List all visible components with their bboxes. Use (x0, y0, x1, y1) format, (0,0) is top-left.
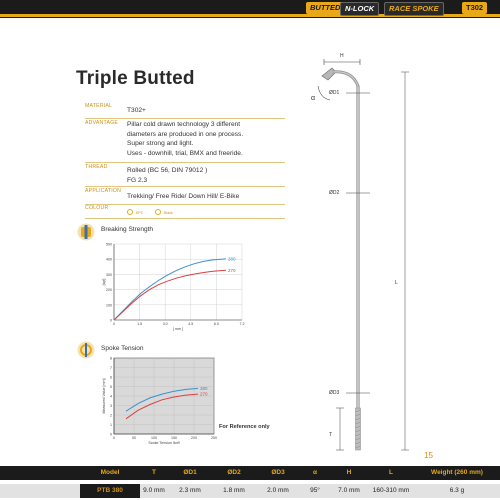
y-tick-label: 100 (106, 303, 112, 308)
x-tick-label: 0 (113, 436, 115, 440)
spec-value: Pillar cold drawn technology 3 different diameters are produced in one process. Super strong and light. Uses - downhill, trial, BMX and freeride. (127, 121, 244, 157)
spoke-tension-chart (98, 352, 222, 444)
spec-label: MATERIAL (85, 103, 113, 109)
label-d3: ØD3 (329, 390, 340, 396)
cell-d1: 2.3 mm (179, 487, 201, 494)
series-label-270: 270 (200, 391, 208, 397)
x-axis-label: [ mm ] (173, 327, 183, 331)
x-tick-label: 150 (171, 436, 177, 440)
strength-icon (77, 223, 95, 241)
badge-race-spoke: RACE SPOKE (384, 2, 444, 16)
x-axis-label: Spoke Tension [kgf] (148, 441, 180, 444)
spec-label: COLOUR (85, 205, 109, 211)
spec-row-application (85, 186, 285, 205)
spec-value: Rolled (BC 56, DIN 79012 ) FG 2.3 (127, 167, 208, 184)
series-label-380: 380 (228, 256, 236, 262)
badge-nlock: N-LOCK (340, 2, 379, 16)
header-d1: ØD1 (183, 469, 197, 476)
x-tick-label: 3.0 (162, 322, 168, 326)
spec-label: APPLICATION (85, 188, 122, 194)
spoke-head (322, 68, 336, 80)
spec-row-thread (85, 162, 285, 187)
page-title: Triple Butted (76, 68, 195, 89)
spec-row-colour (85, 204, 285, 219)
y-tick-label: 8 (110, 356, 112, 361)
spec-row-advantage (85, 118, 285, 163)
y-tick-label: 1 (110, 423, 112, 427)
label-d2: ØD2 (329, 190, 340, 196)
x-tick-label: 1.5 (137, 322, 143, 326)
header-alpha: α (313, 469, 317, 476)
breaking-strength-title: Breaking Strength (101, 226, 154, 233)
label-l: L (395, 280, 398, 286)
spec-value: Trekking/ Free Ride/ Down Hill/ E-Bike (127, 193, 240, 200)
tension-icon (77, 341, 95, 359)
colour-swatch-black (155, 209, 161, 215)
reference-note: For Reference only (219, 424, 270, 430)
y-tick-label: 0 (110, 432, 112, 437)
header-l: L (389, 469, 393, 476)
colour-label-epc: EPC (136, 211, 144, 215)
y-tick-label: 400 (106, 257, 112, 262)
cell-h: 7.0 mm (338, 487, 360, 494)
badge-t302: T302 (462, 2, 487, 14)
cell-alpha: 95° (310, 487, 320, 494)
header-t: T (152, 469, 156, 476)
x-tick-label: 250 (211, 436, 217, 440)
header-model: Model (100, 469, 120, 476)
x-tick-label: 6.0 (213, 322, 219, 326)
header-h: H (346, 469, 352, 476)
table-header-row (0, 466, 500, 480)
cell-l: 160-310 mm (372, 487, 410, 494)
spec-label: ADVANTAGE (85, 120, 119, 126)
cell-t: 9.0 mm (143, 487, 165, 494)
spec-label: THREAD (85, 164, 108, 170)
x-tick-label: 100 (151, 436, 157, 440)
spoke-thread (356, 408, 361, 450)
series-label-380: 380 (200, 385, 208, 391)
series-label-270: 270 (228, 267, 236, 273)
y-tick-label: 5 (110, 385, 112, 389)
colour-label-black: Black (164, 211, 173, 215)
y-tick-label: 6 (110, 375, 112, 380)
y-axis-label: Measured Value [mm] (102, 378, 106, 414)
top-banner (0, 0, 500, 18)
series-line-270 (114, 270, 226, 320)
y-tick-label: 7 (110, 366, 112, 370)
cell-d2: 1.8 mm (223, 487, 245, 494)
header-d2: ØD2 (227, 469, 241, 476)
header-d3: ØD3 (271, 469, 285, 476)
breaking-strength-chart (100, 238, 252, 333)
spoke-diagram (280, 48, 430, 458)
label-alpha: α (311, 95, 316, 102)
spoke-shaft (357, 86, 360, 416)
y-tick-label: 4 (110, 394, 112, 399)
x-tick-label: 0 (113, 322, 115, 326)
header-weight: Weight (260 mm) (431, 469, 483, 476)
table-row (0, 484, 500, 498)
y-tick-label: 2 (110, 413, 112, 418)
x-tick-label: 200 (191, 436, 197, 440)
spoke-tension-title: Spoke Tension (101, 345, 144, 352)
label-d1: ØD1 (329, 90, 340, 96)
cell-model: PTB 380 (80, 484, 140, 498)
y-tick-label: 300 (106, 272, 112, 277)
colour-swatch-epc (127, 209, 133, 215)
x-tick-label: 4.5 (188, 322, 194, 326)
x-tick-label: 7.2 (239, 322, 245, 326)
spec-row-material (85, 101, 285, 119)
label-h: H (340, 53, 344, 59)
y-axis-label: [kgf] (102, 278, 106, 286)
cell-d3: 2.0 mm (267, 487, 289, 494)
badge-butted: BUTTED (306, 2, 344, 14)
spec-value: T302+ (127, 107, 146, 114)
x-tick-label: 50 (132, 436, 136, 440)
cell-weight: 6.3 g (449, 487, 465, 494)
y-tick-label: 200 (106, 288, 112, 293)
y-tick-label: 500 (106, 242, 112, 247)
page-number: 15 (424, 451, 433, 460)
label-t: T (329, 432, 333, 438)
y-tick-label: 3 (110, 404, 112, 408)
y-tick-label: 0 (110, 318, 112, 323)
